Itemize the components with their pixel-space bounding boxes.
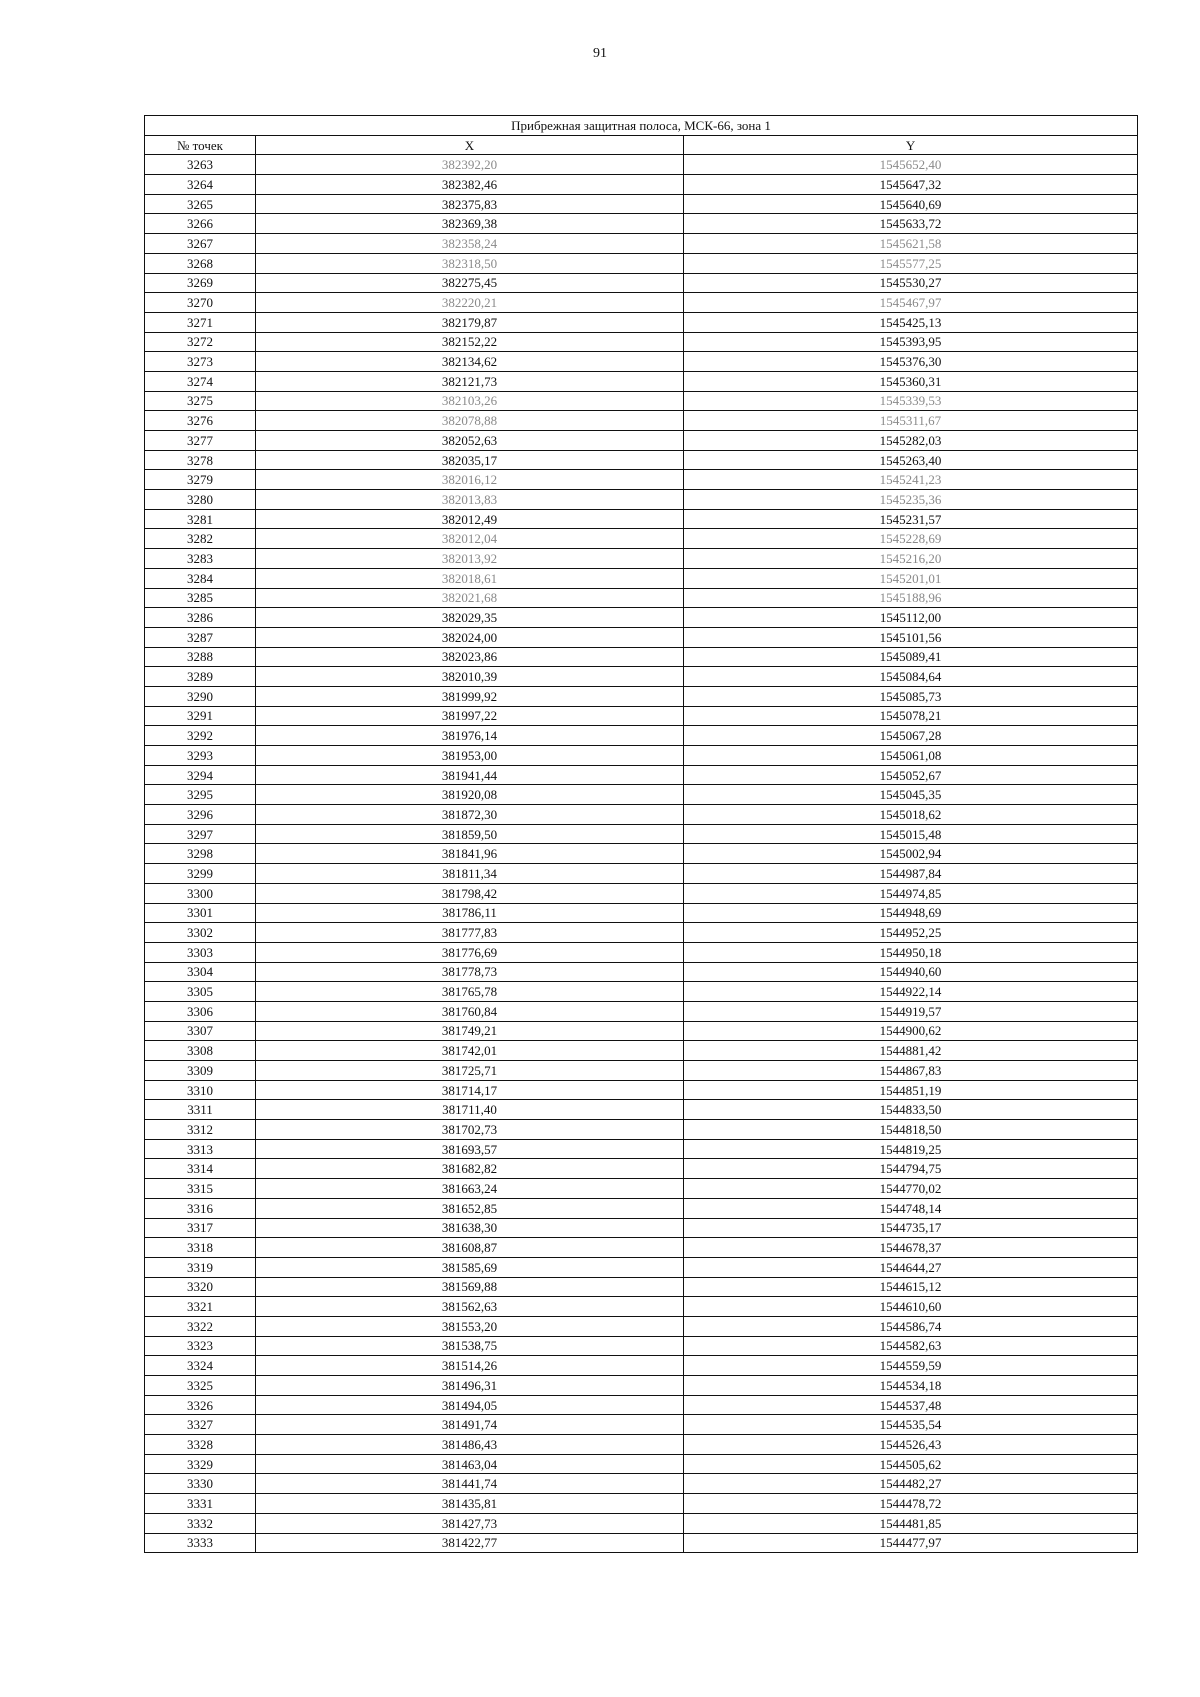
x-cell: 381652,85	[256, 1198, 684, 1218]
table-row	[145, 883, 1138, 903]
table-title: Прибрежная защитная полоса, МСК-66, зона 1	[145, 116, 1138, 136]
x-cell: 381435,81	[256, 1494, 684, 1514]
table-row	[145, 293, 1138, 313]
table-row	[145, 1100, 1138, 1120]
point-number-cell: 3299	[145, 864, 256, 884]
table-row	[145, 1277, 1138, 1297]
y-cell: 1545577,25	[684, 253, 1138, 273]
x-cell: 381941,44	[256, 765, 684, 785]
table-row	[145, 942, 1138, 962]
x-cell: 382012,49	[256, 509, 684, 529]
y-cell: 1544678,37	[684, 1238, 1138, 1258]
table-row	[145, 509, 1138, 529]
point-number-cell: 3326	[145, 1395, 256, 1415]
table-row	[145, 1238, 1138, 1258]
x-cell: 381714,17	[256, 1080, 684, 1100]
x-cell: 381776,69	[256, 942, 684, 962]
point-number-cell: 3269	[145, 273, 256, 293]
table-row	[145, 371, 1138, 391]
table-row	[145, 923, 1138, 943]
x-cell: 381778,73	[256, 962, 684, 982]
y-cell: 1544526,43	[684, 1435, 1138, 1455]
table-row	[145, 568, 1138, 588]
table-row	[145, 1041, 1138, 1061]
x-cell: 382035,17	[256, 450, 684, 470]
x-cell: 381569,88	[256, 1277, 684, 1297]
x-cell: 382029,35	[256, 608, 684, 628]
table-row	[145, 1474, 1138, 1494]
y-cell: 1544881,42	[684, 1041, 1138, 1061]
header-y: Y	[684, 135, 1138, 155]
x-cell: 382358,24	[256, 234, 684, 254]
table-row	[145, 332, 1138, 352]
y-cell: 1545621,58	[684, 234, 1138, 254]
point-number-cell: 3274	[145, 371, 256, 391]
y-cell: 1545085,73	[684, 686, 1138, 706]
y-cell: 1545640,69	[684, 194, 1138, 214]
table-row	[145, 1120, 1138, 1140]
y-cell: 1545231,57	[684, 509, 1138, 529]
x-cell: 381786,11	[256, 903, 684, 923]
y-cell: 1545425,13	[684, 312, 1138, 332]
x-cell: 381553,20	[256, 1316, 684, 1336]
x-cell: 381711,40	[256, 1100, 684, 1120]
y-cell: 1545311,67	[684, 411, 1138, 431]
table-row	[145, 982, 1138, 1002]
y-cell: 1544948,69	[684, 903, 1138, 923]
table-row	[145, 1454, 1138, 1474]
table-row	[145, 1218, 1138, 1238]
table-row	[145, 844, 1138, 864]
y-cell: 1545647,32	[684, 175, 1138, 195]
x-cell: 382134,62	[256, 352, 684, 372]
point-number-cell: 3317	[145, 1218, 256, 1238]
y-cell: 1544833,50	[684, 1100, 1138, 1120]
point-number-cell: 3283	[145, 549, 256, 569]
point-number-cell: 3295	[145, 785, 256, 805]
x-cell: 382021,68	[256, 588, 684, 608]
table-row	[145, 805, 1138, 825]
x-cell: 381725,71	[256, 1061, 684, 1081]
x-cell: 382179,87	[256, 312, 684, 332]
point-number-cell: 3324	[145, 1356, 256, 1376]
point-number-cell: 3304	[145, 962, 256, 982]
table-row	[145, 1021, 1138, 1041]
table-row	[145, 1080, 1138, 1100]
x-cell: 381491,74	[256, 1415, 684, 1435]
table-header-row	[145, 135, 1138, 155]
y-cell: 1545467,97	[684, 293, 1138, 313]
table-row	[145, 608, 1138, 628]
y-cell: 1544867,83	[684, 1061, 1138, 1081]
point-number-cell: 3319	[145, 1257, 256, 1277]
x-cell: 381486,43	[256, 1435, 684, 1455]
y-cell: 1544819,25	[684, 1139, 1138, 1159]
table-title-row	[145, 116, 1138, 136]
point-number-cell: 3329	[145, 1454, 256, 1474]
point-number-cell: 3305	[145, 982, 256, 1002]
point-number-cell: 3330	[145, 1474, 256, 1494]
point-number-cell: 3285	[145, 588, 256, 608]
table-row	[145, 1533, 1138, 1553]
table-row	[145, 627, 1138, 647]
point-number-cell: 3271	[145, 312, 256, 332]
y-cell: 1545101,56	[684, 627, 1138, 647]
y-cell: 1545235,36	[684, 490, 1138, 510]
x-cell: 381999,92	[256, 686, 684, 706]
x-cell: 382078,88	[256, 411, 684, 431]
x-cell: 381777,83	[256, 923, 684, 943]
point-number-cell: 3289	[145, 667, 256, 687]
x-cell: 382375,83	[256, 194, 684, 214]
y-cell: 1545188,96	[684, 588, 1138, 608]
table-row	[145, 194, 1138, 214]
point-number-cell: 3292	[145, 726, 256, 746]
x-cell: 381663,24	[256, 1179, 684, 1199]
table-row	[145, 1159, 1138, 1179]
table-row	[145, 1415, 1138, 1435]
y-cell: 1545089,41	[684, 647, 1138, 667]
table-row	[145, 1356, 1138, 1376]
x-cell: 381422,77	[256, 1533, 684, 1553]
header-point-number: № точек	[145, 135, 256, 155]
y-cell: 1545376,30	[684, 352, 1138, 372]
point-number-cell: 3300	[145, 883, 256, 903]
point-number-cell: 3321	[145, 1297, 256, 1317]
point-number-cell: 3282	[145, 529, 256, 549]
table-row	[145, 391, 1138, 411]
table-row	[145, 1179, 1138, 1199]
x-cell: 382275,45	[256, 273, 684, 293]
point-number-cell: 3306	[145, 1001, 256, 1021]
x-cell: 381427,73	[256, 1513, 684, 1533]
point-number-cell: 3268	[145, 253, 256, 273]
point-number-cell: 3302	[145, 923, 256, 943]
x-cell: 382024,00	[256, 627, 684, 647]
point-number-cell: 3316	[145, 1198, 256, 1218]
point-number-cell: 3276	[145, 411, 256, 431]
table-row	[145, 962, 1138, 982]
y-cell: 1544818,50	[684, 1120, 1138, 1140]
x-cell: 382318,50	[256, 253, 684, 273]
x-cell: 381859,50	[256, 824, 684, 844]
point-number-cell: 3303	[145, 942, 256, 962]
x-cell: 381765,78	[256, 982, 684, 1002]
x-cell: 381514,26	[256, 1356, 684, 1376]
point-number-cell: 3301	[145, 903, 256, 923]
page-number: 91	[593, 46, 607, 61]
x-cell: 381538,75	[256, 1336, 684, 1356]
y-cell: 1544950,18	[684, 942, 1138, 962]
table-row	[145, 824, 1138, 844]
point-number-cell: 3308	[145, 1041, 256, 1061]
y-cell: 1545045,35	[684, 785, 1138, 805]
y-cell: 1545339,53	[684, 391, 1138, 411]
x-cell: 382023,86	[256, 647, 684, 667]
y-cell: 1545282,03	[684, 431, 1138, 451]
point-number-cell: 3293	[145, 746, 256, 766]
table-row	[145, 588, 1138, 608]
x-cell: 381494,05	[256, 1395, 684, 1415]
table-row	[145, 1435, 1138, 1455]
x-cell: 382016,12	[256, 470, 684, 490]
table-row	[145, 1297, 1138, 1317]
y-cell: 1544535,54	[684, 1415, 1138, 1435]
x-cell: 381638,30	[256, 1218, 684, 1238]
y-cell: 1545112,00	[684, 608, 1138, 628]
y-cell: 1544770,02	[684, 1179, 1138, 1199]
y-cell: 1544987,84	[684, 864, 1138, 884]
point-number-cell: 3264	[145, 175, 256, 195]
y-cell: 1545633,72	[684, 214, 1138, 234]
y-cell: 1545241,23	[684, 470, 1138, 490]
table-body	[145, 155, 1138, 1553]
x-cell: 382018,61	[256, 568, 684, 588]
table-row	[145, 1139, 1138, 1159]
x-cell: 382121,73	[256, 371, 684, 391]
point-number-cell: 3298	[145, 844, 256, 864]
x-cell: 381920,08	[256, 785, 684, 805]
point-number-cell: 3296	[145, 805, 256, 825]
table-row	[145, 490, 1138, 510]
point-number-cell: 3277	[145, 431, 256, 451]
y-cell: 1544735,17	[684, 1218, 1138, 1238]
x-cell: 382152,22	[256, 332, 684, 352]
y-cell: 1544559,59	[684, 1356, 1138, 1376]
y-cell: 1545201,01	[684, 568, 1138, 588]
point-number-cell: 3275	[145, 391, 256, 411]
y-cell: 1545018,62	[684, 805, 1138, 825]
table-row	[145, 273, 1138, 293]
table-row	[145, 175, 1138, 195]
point-number-cell: 3333	[145, 1533, 256, 1553]
y-cell: 1544582,63	[684, 1336, 1138, 1356]
point-number-cell: 3270	[145, 293, 256, 313]
table-row	[145, 765, 1138, 785]
x-cell: 382382,46	[256, 175, 684, 195]
x-cell: 381585,69	[256, 1257, 684, 1277]
y-cell: 1545067,28	[684, 726, 1138, 746]
table-row	[145, 352, 1138, 372]
table-row	[145, 667, 1138, 687]
y-cell: 1545078,21	[684, 706, 1138, 726]
x-cell: 381811,34	[256, 864, 684, 884]
point-number-cell: 3280	[145, 490, 256, 510]
point-number-cell: 3327	[145, 1415, 256, 1435]
table-row	[145, 1316, 1138, 1336]
y-cell: 1544537,48	[684, 1395, 1138, 1415]
y-cell: 1545052,67	[684, 765, 1138, 785]
table-row	[145, 1395, 1138, 1415]
table-row	[145, 1336, 1138, 1356]
point-number-cell: 3320	[145, 1277, 256, 1297]
point-number-cell: 3272	[145, 332, 256, 352]
point-number-cell: 3290	[145, 686, 256, 706]
point-number-cell: 3313	[145, 1139, 256, 1159]
y-cell: 1545061,08	[684, 746, 1138, 766]
point-number-cell: 3287	[145, 627, 256, 647]
y-cell: 1545216,20	[684, 549, 1138, 569]
table-row	[145, 864, 1138, 884]
x-cell: 381496,31	[256, 1376, 684, 1396]
point-number-cell: 3291	[145, 706, 256, 726]
x-cell: 381441,74	[256, 1474, 684, 1494]
table-row	[145, 1061, 1138, 1081]
y-cell: 1545015,48	[684, 824, 1138, 844]
y-cell: 1544940,60	[684, 962, 1138, 982]
x-cell: 381872,30	[256, 805, 684, 825]
point-number-cell: 3266	[145, 214, 256, 234]
point-number-cell: 3294	[145, 765, 256, 785]
table-row	[145, 1494, 1138, 1514]
table-row	[145, 312, 1138, 332]
table-row	[145, 647, 1138, 667]
point-number-cell: 3279	[145, 470, 256, 490]
y-cell: 1545393,95	[684, 332, 1138, 352]
point-number-cell: 3309	[145, 1061, 256, 1081]
y-cell: 1545652,40	[684, 155, 1138, 175]
x-cell: 382052,63	[256, 431, 684, 451]
y-cell: 1544534,18	[684, 1376, 1138, 1396]
table-row	[145, 234, 1138, 254]
point-number-cell: 3281	[145, 509, 256, 529]
x-cell: 381841,96	[256, 844, 684, 864]
x-cell: 381976,14	[256, 726, 684, 746]
y-cell: 1544851,19	[684, 1080, 1138, 1100]
point-number-cell: 3284	[145, 568, 256, 588]
table-row	[145, 903, 1138, 923]
x-cell: 381997,22	[256, 706, 684, 726]
y-cell: 1544477,97	[684, 1533, 1138, 1553]
y-cell: 1545228,69	[684, 529, 1138, 549]
y-cell: 1544644,27	[684, 1257, 1138, 1277]
x-cell: 381953,00	[256, 746, 684, 766]
table-row	[145, 746, 1138, 766]
y-cell: 1544952,25	[684, 923, 1138, 943]
point-number-cell: 3263	[145, 155, 256, 175]
point-number-cell: 3311	[145, 1100, 256, 1120]
point-number-cell: 3273	[145, 352, 256, 372]
point-number-cell: 3332	[145, 1513, 256, 1533]
x-cell: 381463,04	[256, 1454, 684, 1474]
table-row	[145, 1513, 1138, 1533]
y-cell: 1544900,62	[684, 1021, 1138, 1041]
table-row	[145, 253, 1138, 273]
x-cell: 382010,39	[256, 667, 684, 687]
point-number-cell: 3322	[145, 1316, 256, 1336]
x-cell: 381693,57	[256, 1139, 684, 1159]
point-number-cell: 3307	[145, 1021, 256, 1041]
x-cell: 382012,04	[256, 529, 684, 549]
table-row	[145, 726, 1138, 746]
y-cell: 1545002,94	[684, 844, 1138, 864]
point-number-cell: 3314	[145, 1159, 256, 1179]
table-row	[145, 1001, 1138, 1021]
point-number-cell: 3315	[145, 1179, 256, 1199]
point-number-cell: 3267	[145, 234, 256, 254]
y-cell: 1545360,31	[684, 371, 1138, 391]
x-cell: 382392,20	[256, 155, 684, 175]
y-cell: 1544794,75	[684, 1159, 1138, 1179]
table-row	[145, 431, 1138, 451]
coordinates-table	[144, 115, 1138, 1553]
table-row	[145, 1257, 1138, 1277]
point-number-cell: 3318	[145, 1238, 256, 1258]
point-number-cell: 3310	[145, 1080, 256, 1100]
y-cell: 1544478,72	[684, 1494, 1138, 1514]
point-number-cell: 3288	[145, 647, 256, 667]
y-cell: 1544586,74	[684, 1316, 1138, 1336]
x-cell: 381742,01	[256, 1041, 684, 1061]
x-cell: 382013,92	[256, 549, 684, 569]
y-cell: 1544748,14	[684, 1198, 1138, 1218]
point-number-cell: 3328	[145, 1435, 256, 1455]
x-cell: 381562,63	[256, 1297, 684, 1317]
table-row	[145, 529, 1138, 549]
point-number-cell: 3323	[145, 1336, 256, 1356]
x-cell: 382220,21	[256, 293, 684, 313]
y-cell: 1544610,60	[684, 1297, 1138, 1317]
point-number-cell: 3297	[145, 824, 256, 844]
table-row	[145, 785, 1138, 805]
y-cell: 1544974,85	[684, 883, 1138, 903]
x-cell: 381798,42	[256, 883, 684, 903]
point-number-cell: 3325	[145, 1376, 256, 1396]
x-cell: 382369,38	[256, 214, 684, 234]
table-row	[145, 686, 1138, 706]
header-x: X	[256, 135, 684, 155]
y-cell: 1544482,27	[684, 1474, 1138, 1494]
table-row	[145, 706, 1138, 726]
y-cell: 1544505,62	[684, 1454, 1138, 1474]
point-number-cell: 3312	[145, 1120, 256, 1140]
y-cell: 1544919,57	[684, 1001, 1138, 1021]
point-number-cell: 3265	[145, 194, 256, 214]
table-row	[145, 155, 1138, 175]
x-cell: 382103,26	[256, 391, 684, 411]
table-row	[145, 214, 1138, 234]
x-cell: 381749,21	[256, 1021, 684, 1041]
x-cell: 382013,83	[256, 490, 684, 510]
y-cell: 1545084,64	[684, 667, 1138, 687]
y-cell: 1544481,85	[684, 1513, 1138, 1533]
table-row	[145, 450, 1138, 470]
table-row	[145, 549, 1138, 569]
point-number-cell: 3278	[145, 450, 256, 470]
point-number-cell: 3331	[145, 1494, 256, 1514]
y-cell: 1544922,14	[684, 982, 1138, 1002]
x-cell: 381702,73	[256, 1120, 684, 1140]
x-cell: 381682,82	[256, 1159, 684, 1179]
table-row	[145, 470, 1138, 490]
table-row	[145, 1198, 1138, 1218]
point-number-cell: 3286	[145, 608, 256, 628]
x-cell: 381608,87	[256, 1238, 684, 1258]
table-row	[145, 1376, 1138, 1396]
table-row	[145, 411, 1138, 431]
x-cell: 381760,84	[256, 1001, 684, 1021]
y-cell: 1545263,40	[684, 450, 1138, 470]
y-cell: 1544615,12	[684, 1277, 1138, 1297]
y-cell: 1545530,27	[684, 273, 1138, 293]
